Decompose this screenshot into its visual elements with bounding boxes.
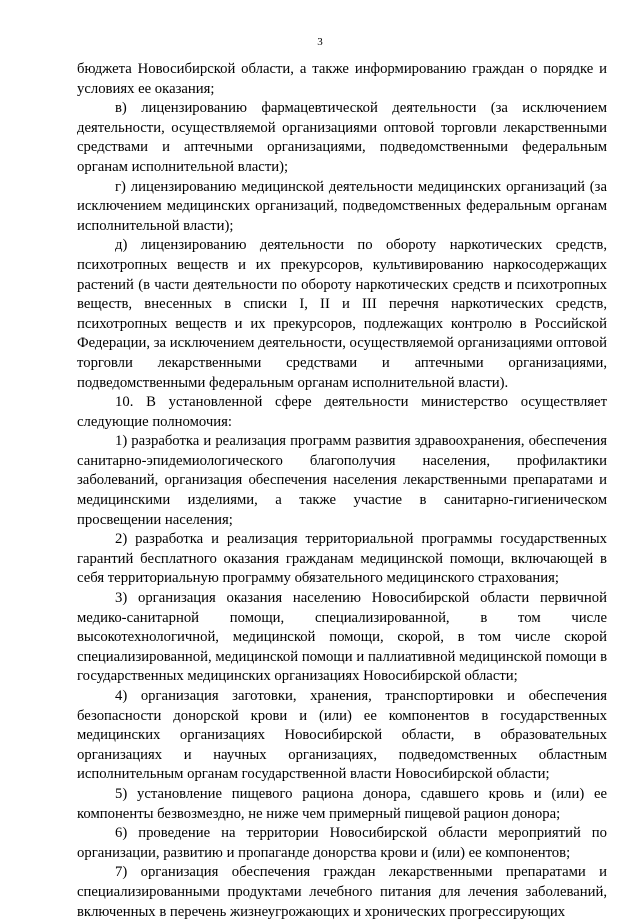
paragraph-item-v: в) лицензированию фармацевтической деятельности (за исключением деятельности, осуществляемой организациями оптовой торговли лекарственными средствами и аптечными организациями, подведомственными федеральным органам исполнительной власти); — [77, 100, 607, 175]
paragraph-item-1: 1) разработка и реализация программ развития здравоохранения, обеспечения санитарно-эпидемиологического благополучия населения, профилактики заболеваний, организация обеспечения населения лекарственными препаратами и медицинскими изделиями, а также участие в санитарно-гигиеническом просвещении населения; — [77, 433, 607, 528]
paragraph-item-2: 2) разработка и реализация территориальной программы государственных гарантий бесплатного оказания гражданам медицинской помощи, включающей в себя территориальную программу обязательного медицинского страхования; — [77, 531, 607, 587]
paragraph-item-7: 7) организация обеспечения граждан лекарственными препаратами и специализированными продуктами лечебного питания для лечения заболеваний, включенных в перечень жизнеугрожающих и хронических прогрессирующих — [77, 864, 607, 920]
page-number: 3 — [317, 36, 323, 48]
paragraph-item-3: 3) организация оказания населению Новосибирской области первичной медико-санитарной помощи, специализированной, в том числе высокотехнологичной, медицинской помощи, скорой, в том числе скорой специализированной, медицинской помощи и паллиативной медицинской помощи в государственных медицинских организациях Новосибирской области; — [77, 590, 607, 685]
document-body — [77, 60, 607, 922]
paragraph-item-g: г) лицензированию медицинской деятельности медицинских организаций (за исключением медицинских организаций, подведомственных федеральным органам исполнительной власти); — [77, 178, 607, 234]
paragraph-section-10: 10. В установленной сфере деятельности министерство осуществляет следующие полномочия: — [77, 394, 607, 430]
paragraph-item-5: 5) установление пищевого рациона донора, сдавшего кровь и (или) ее компоненты безвозмездно, не ниже чем примерный пищевой рацион донора; — [77, 785, 607, 822]
paragraph-item-6: 6) проведение на территории Новосибирской области мероприятий по организации, развитию и пропаганде донорства крови и (или) ее компонентов; — [77, 825, 607, 861]
paragraph-item-4: 4) организация заготовки, хранения, транспортировки и обеспечения безопасности донорской крови и (или) ее компонентов в государственных медицинских организациях Новосибирской области, в образовательных организациях и научных организациях, подведомственных областным исполнительным органам государственной власти Новосибирской области; — [77, 688, 607, 783]
paragraph-continuation: бюджета Новосибирской области, а также информированию граждан о порядке и условиях ее оказания; — [77, 61, 607, 97]
paragraph-item-d: д) лицензированию деятельности по обороту наркотических средств, психотропных веществ и их прекурсоров, культивированию наркосодержащих растений (в части деятельности по обороту наркотических средств и психотропных веществ, внесенных в списки I, II и III перечня наркотических средств, психотропных веществ и их прекурсоров, подлежащих контролю в Российской Федерации, за исключением деятельности, осуществляемой организациями оптовой торговли лекарственными средствами и аптечными организациями, подведомственными федеральным органам исполнительной власти). — [77, 237, 607, 391]
